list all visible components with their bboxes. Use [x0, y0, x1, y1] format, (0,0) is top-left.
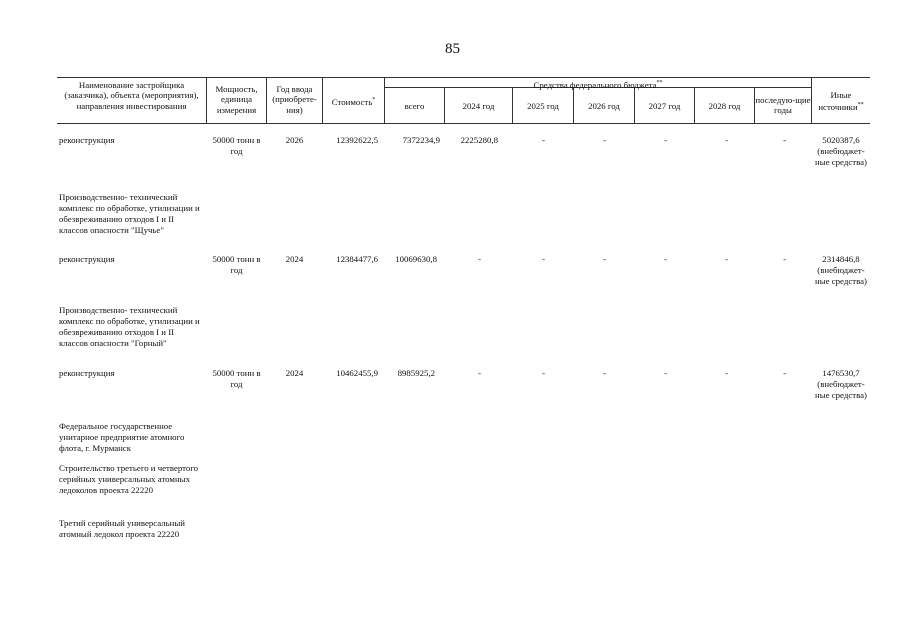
row-total: 8985925,2 [397, 368, 435, 378]
row-2028: - [725, 254, 728, 264]
row-other: 2314846,8 (внебюджет-ные средства) [815, 254, 867, 286]
header-federal-note: ** [656, 80, 663, 86]
row-2024: - [478, 254, 481, 264]
row-2026: - [603, 135, 606, 145]
header-later: последую-щие годы [755, 95, 811, 116]
row-year: 2024 [285, 368, 304, 378]
row-later: - [783, 135, 786, 145]
row-capacity: 50000 тонн в год [212, 135, 261, 156]
row-name: реконструкция [59, 254, 115, 264]
header-2028: 2028 год [708, 101, 741, 111]
header-year: Год ввода (приобрете-ния) [272, 84, 317, 115]
header-cost [323, 95, 384, 107]
row-capacity: 50000 тонн в год [212, 368, 261, 389]
page-number: 85 [445, 41, 460, 57]
row-total: 10069630,8 [395, 254, 437, 264]
row-name: реконструкция [59, 135, 115, 145]
header-bottom-border [57, 123, 870, 124]
row-2027: - [664, 368, 667, 378]
header-2025: 2025 год [527, 101, 559, 111]
row-cost: 12392622,5 [336, 135, 378, 145]
row-2028: - [725, 135, 728, 145]
header-capacity: Мощность, единица измерения [215, 84, 258, 115]
header-other [812, 90, 870, 113]
row-total: 7372234,9 [402, 135, 440, 145]
row-name: Строительство третьего и четвертого серийных универсальных атомных ледоколов проекта 22220 [59, 463, 199, 495]
row-2026: - [603, 254, 606, 264]
row-name: Федеральное государственное унитарное предприятие атомного флота, г. Мурманск [59, 421, 185, 453]
header-federal-budget [385, 78, 811, 90]
row-2027: - [664, 254, 667, 264]
header-cost-note: * [372, 97, 376, 103]
row-name: реконструкция [59, 368, 115, 378]
row-other: 5020387,6 (внебюджет-ные средства) [815, 135, 867, 167]
header-cost-text: Стоимость [331, 96, 373, 107]
header-2024: 2024 год [462, 101, 495, 111]
row-2026: - [603, 368, 606, 378]
header-other-note: ** [857, 102, 864, 109]
row-2024: - [478, 368, 481, 378]
row-name: Производственно- технический комплекс по обработке, утилизации и обезвреживанию отходов I и II классов опасности "Горный" [59, 305, 200, 348]
row-2025: - [542, 254, 545, 264]
row-cost: 10462455,9 [336, 368, 378, 378]
header-2026: 2026 год [588, 101, 620, 111]
row-2025: - [542, 135, 545, 145]
row-2028: - [725, 368, 728, 378]
header-name: Наименование застройщика (заказчика), объекта (мероприятия), направления инвестирования [64, 80, 199, 111]
header-2027: 2027 год [648, 101, 681, 111]
row-year: 2026 [285, 135, 304, 145]
row-2025: - [542, 368, 545, 378]
row-later: - [783, 254, 786, 264]
header-total: всего [404, 101, 425, 111]
header-col-line [266, 77, 267, 124]
row-name: Производственно- технический комплекс по обработке, утилизации и обезвреживанию отходов I и II классов опасности "Щучье" [59, 192, 200, 235]
row-2027: - [664, 135, 667, 145]
row-name: Третий серийный универсальный атомный ледокол проекта 22220 [59, 518, 185, 539]
row-later: - [783, 368, 786, 378]
row-other: 1476530,7 (внебюджет-ные средства) [815, 368, 867, 400]
header-federal-text: Средства федерального бюджета [533, 79, 657, 90]
row-year: 2024 [285, 254, 304, 264]
row-cost: 12384477,6 [336, 254, 378, 264]
row-capacity: 50000 тонн в год [212, 254, 261, 275]
header-other-text: Иные источники [818, 90, 858, 113]
row-2024: 2225280,8 [460, 135, 498, 145]
